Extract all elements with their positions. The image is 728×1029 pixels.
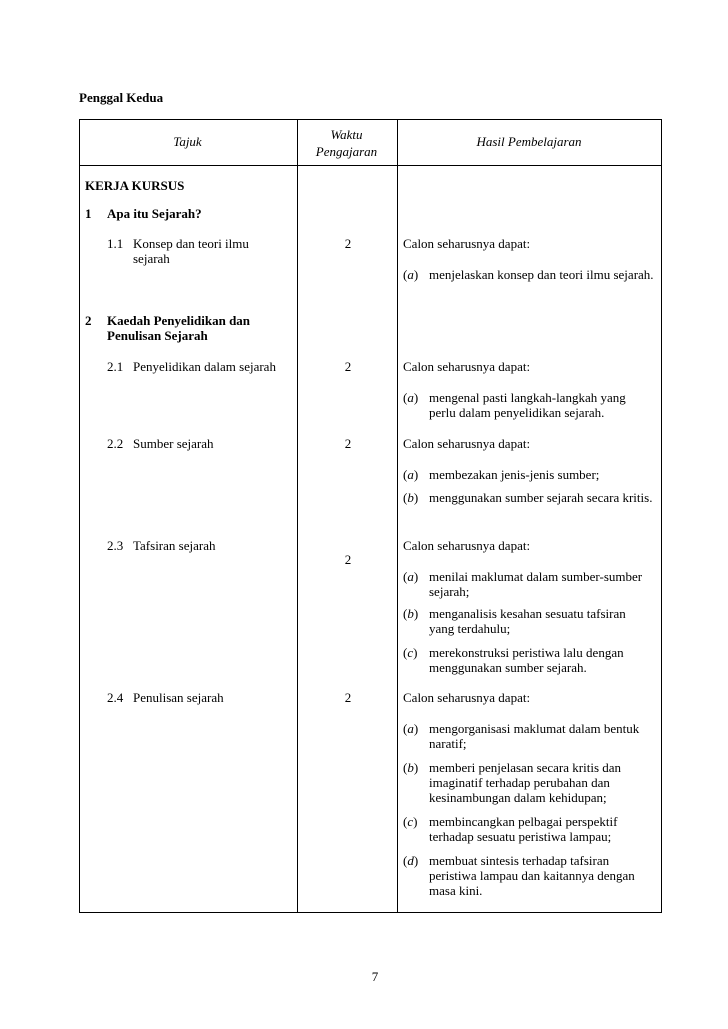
unit2-sub3-outcome-a-marker: (a) bbox=[403, 569, 419, 584]
unit2-sub2-intro: Calon seharusnya dapat: bbox=[403, 436, 531, 451]
header-time-line2: Pengajaran bbox=[315, 144, 378, 159]
unit2-sub1-number: 2.1 bbox=[107, 359, 124, 374]
column-divider-topic bbox=[297, 120, 298, 912]
unit2-sub3-number: 2.3 bbox=[107, 538, 124, 553]
unit2-sub4-outcome-c-marker: (c) bbox=[403, 814, 418, 829]
unit1-title: Apa itu Sejarah? bbox=[107, 206, 202, 221]
unit2-sub2-outcome-b: menggunakan sumber sejarah secara kritis. bbox=[429, 490, 653, 505]
unit2-sub4-outcome-d-marker: (d) bbox=[403, 853, 419, 868]
unit2-sub3-outcome-b-marker: (b) bbox=[403, 606, 419, 621]
unit2-title-line2: Penulisan Sejarah bbox=[107, 328, 208, 343]
page-number: 7 bbox=[371, 969, 379, 984]
unit2-sub2-hours: 2 bbox=[344, 436, 352, 451]
unit2-sub1-title: Penyelidikan dalam sejarah bbox=[133, 359, 276, 374]
unit2-number: 2 bbox=[85, 313, 92, 328]
header-divider bbox=[80, 165, 661, 166]
header-topic: Tajuk bbox=[173, 134, 202, 149]
unit2-title bbox=[107, 313, 250, 343]
unit2-sub1-intro: Calon seharusnya dapat: bbox=[403, 359, 531, 374]
unit2-sub2-outcome-a-marker: (a) bbox=[403, 467, 419, 482]
unit2-sub2-outcome-b-marker: (b) bbox=[403, 490, 419, 505]
header-outcomes: Hasil Pembelajaran bbox=[476, 134, 582, 149]
unit2-sub4-number: 2.4 bbox=[107, 690, 124, 705]
coursework-heading: KERJA KURSUS bbox=[85, 178, 185, 193]
unit2-sub2-outcome-a: membezakan jenis-jenis sumber; bbox=[429, 467, 600, 482]
unit2-sub4-outcome-a: mengorganisasi maklumat dalam bentuk naratif; bbox=[429, 721, 640, 751]
unit1-sub1-number: 1.1 bbox=[107, 236, 124, 251]
unit2-sub4-outcome-c: membincangkan pelbagai perspektif terhadap sesuatu peristiwa lampau; bbox=[429, 814, 618, 844]
unit2-sub4-outcome-b: memberi penjelasan secara kritis dan imaginatif terhadap perubahan dan kesinambungan dalam kehidupan; bbox=[429, 760, 622, 805]
unit2-sub1-outcome-a: mengenal pasti langkah-langkah yang perlu dalam penyelidikan sejarah. bbox=[429, 390, 626, 420]
unit2-title-line1: Kaedah Penyelidikan dan bbox=[107, 313, 251, 328]
unit1-number: 1 bbox=[85, 206, 92, 221]
unit2-sub4-hours: 2 bbox=[344, 690, 352, 705]
unit2-sub4-outcome-a-marker: (a) bbox=[403, 721, 419, 736]
header-time-line1: Waktu bbox=[330, 127, 363, 142]
unit2-sub4-intro: Calon seharusnya dapat: bbox=[403, 690, 531, 705]
column-divider-time bbox=[397, 120, 398, 912]
unit2-sub3-outcome-c-marker: (c) bbox=[403, 645, 418, 660]
unit2-sub1-outcome-a-marker: (a) bbox=[403, 390, 419, 405]
unit1-sub1-title bbox=[133, 236, 249, 266]
unit2-sub2-number: 2.2 bbox=[107, 436, 124, 451]
unit2-sub3-hours: 2 bbox=[344, 552, 352, 567]
unit2-sub4-outcome-b-marker: (b) bbox=[403, 760, 419, 775]
unit1-sub1-outcome-a: menjelaskan konsep dan teori ilmu sejarah. bbox=[429, 267, 654, 282]
unit2-sub4-outcome-d: membuat sintesis terhadap tafsiran peristiwa lampau dan kaitannya dengan masa kini. bbox=[429, 853, 635, 898]
unit1-sub1-title-line1: Konsep dan teori ilmu bbox=[133, 236, 249, 251]
unit2-sub3-outcome-a: menilai maklumat dalam sumber-sumber sejarah; bbox=[429, 569, 643, 599]
unit2-sub4-title: Penulisan sejarah bbox=[133, 690, 224, 705]
unit1-sub1-hours: 2 bbox=[344, 236, 352, 251]
section-title: Penggal Kedua bbox=[79, 90, 164, 105]
unit2-sub2-title: Sumber sejarah bbox=[133, 436, 214, 451]
unit1-sub1-title-line2: sejarah bbox=[133, 251, 170, 266]
header-time bbox=[296, 126, 397, 160]
unit2-sub3-outcome-b: menganalisis kesahan sesuatu tafsiran yang terdahulu; bbox=[429, 606, 626, 636]
unit2-sub3-title: Tafsiran sejarah bbox=[133, 538, 216, 553]
unit2-sub3-intro: Calon seharusnya dapat: bbox=[403, 538, 531, 553]
unit2-sub1-hours: 2 bbox=[344, 359, 352, 374]
unit1-sub1-outcome-a-marker: (a) bbox=[403, 267, 419, 282]
unit2-sub3-outcome-c: merekonstruksi peristiwa lalu dengan menggunakan sumber sejarah. bbox=[429, 645, 624, 675]
unit1-sub1-intro: Calon seharusnya dapat: bbox=[403, 236, 531, 251]
